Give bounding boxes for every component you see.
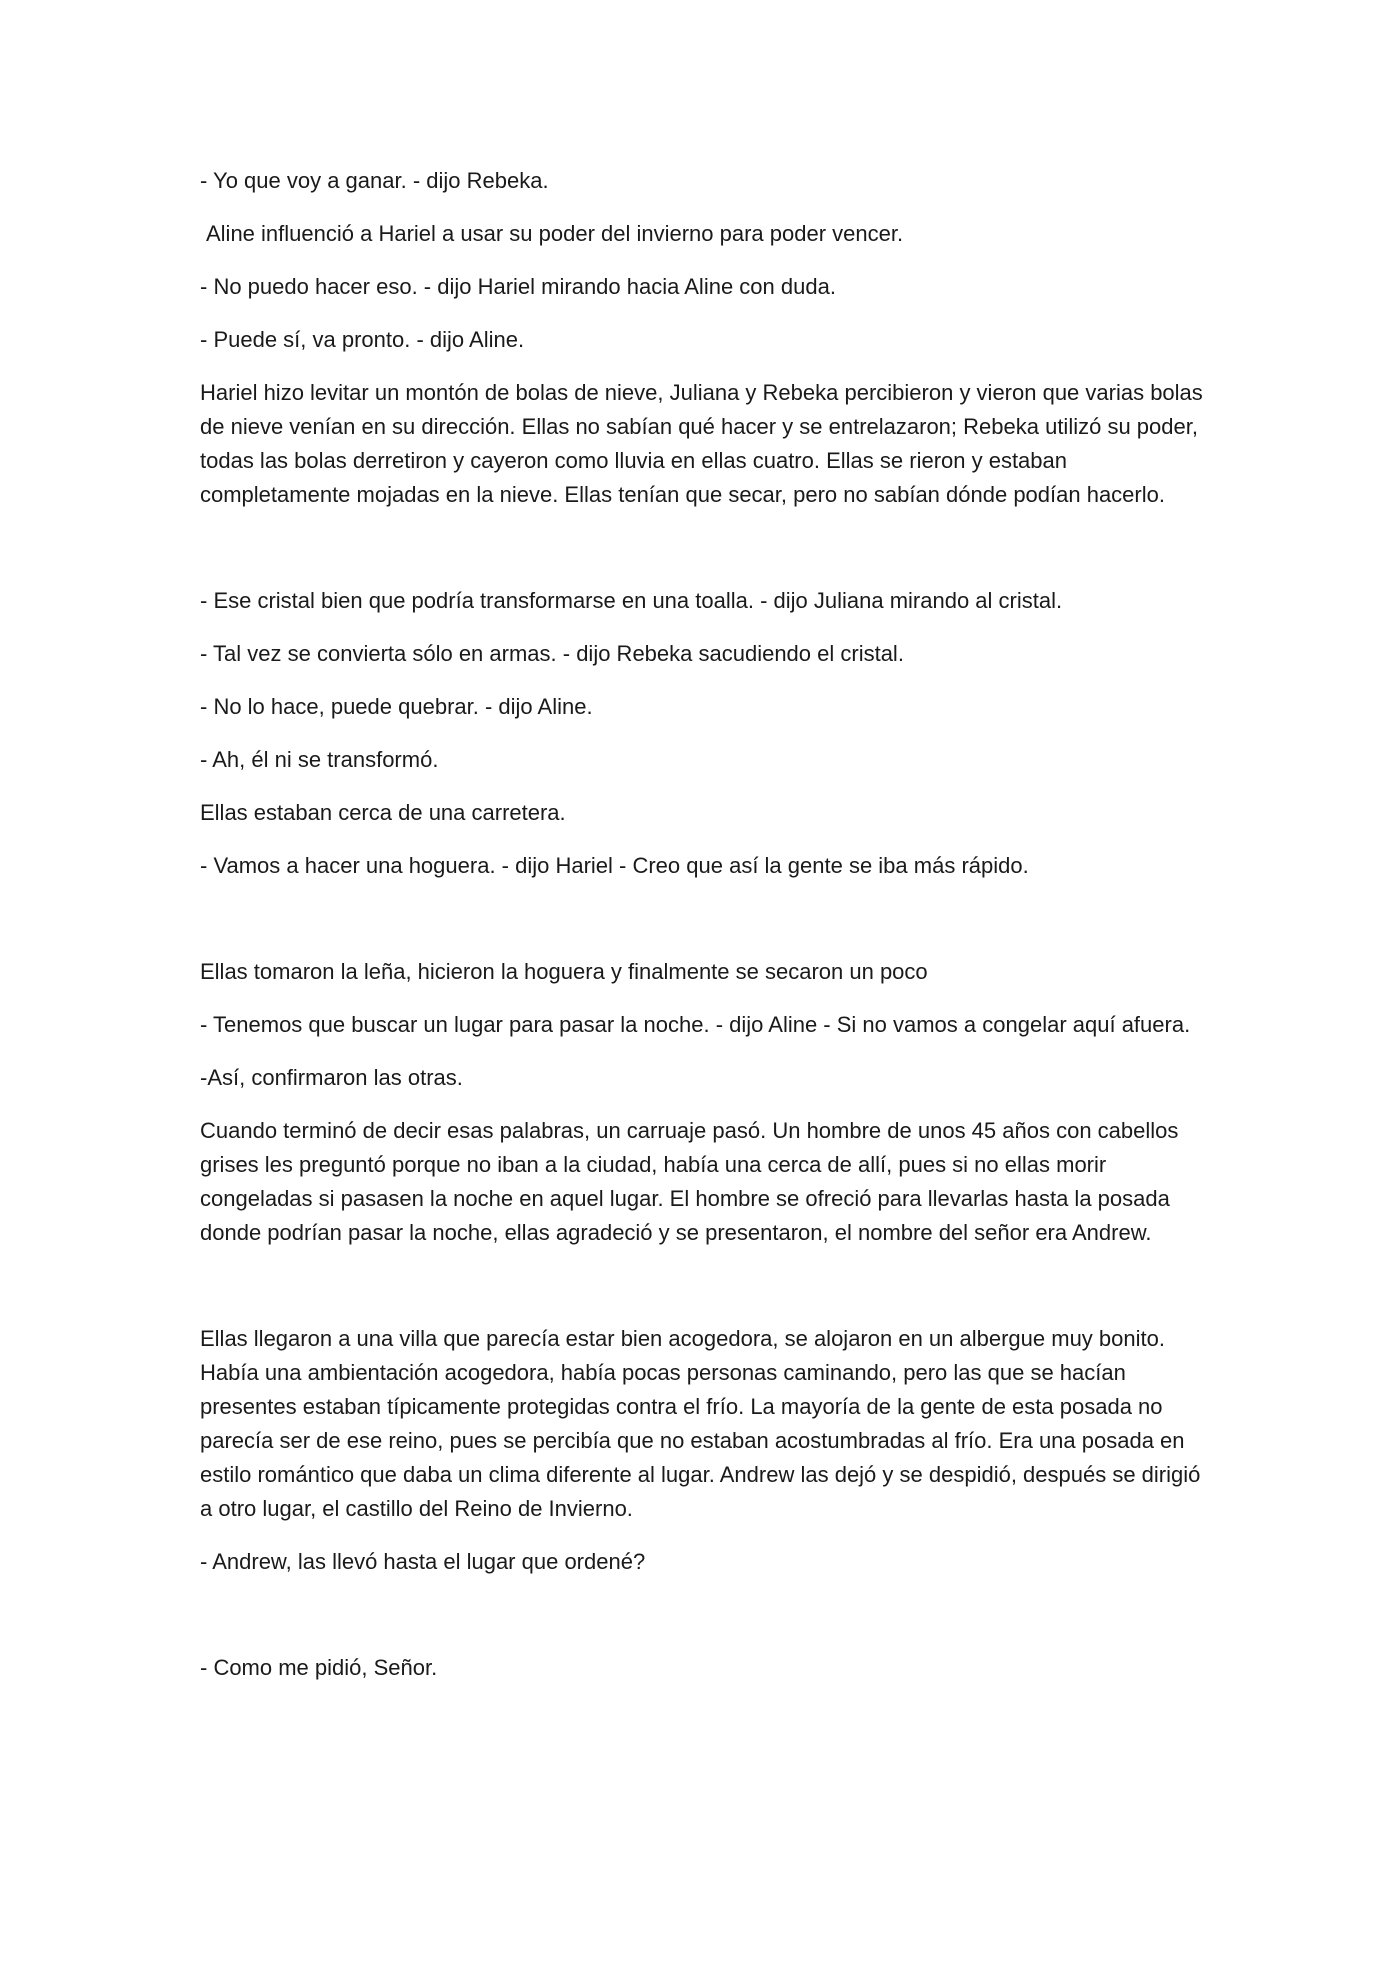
paragraph-4: - Puede sí, va pronto. - dijo Aline. [200, 327, 525, 352]
paragraph-gap [200, 531, 1210, 584]
paragraph-14: -Así, confirmaron las otras. [200, 1065, 463, 1090]
paragraph-3: - No puedo hacer eso. - dijo Hariel mirando hacia Aline con duda. [200, 274, 836, 299]
paragraph-15: Cuando terminó de decir esas palabras, un carruaje pasó. Un hombre de unos 45 años con cabellos grises les preguntó porque no iban a la ciudad, había una cerca de allí, pues si no ellas morir congeladas si pasasen la noche en aquel lugar. El hombre se ofreció para llevarlas hasta la posada donde podrían pasar la noche, ellas agradeció y se presentaron, el nombre del señor era Andrew. [200, 1118, 1179, 1245]
paragraph-10: Ellas estaban cerca de una carretera. [200, 800, 566, 825]
paragraph-9: - Ah, él ni se transformó. [200, 747, 439, 772]
paragraph-18: - Como me pidió, Señor. [200, 1655, 438, 1680]
document-page [200, 164, 1210, 1704]
paragraph-gap [200, 1269, 1210, 1322]
paragraph-gap [200, 902, 1210, 955]
paragraph-16: Ellas llegaron a una villa que parecía estar bien acogedora, se alojaron en un albergue muy bonito. Había una ambientación acogedora, había pocas personas caminando, pero las que se hacían presentes estaban típicamente protegidas contra el frío. La mayoría de la gente de esta posada no parecía ser de ese reino, pues se percibía que no estaban acostumbradas al frío. Era una posada en estilo romántico que daba un clima diferente al lugar. Andrew las dejó y se despidió, después se dirigió a otro lugar, el castillo del Reino de Invierno. [200, 1326, 1201, 1521]
paragraph-13: - Tenemos que buscar un lugar para pasar la noche. - dijo Aline - Si no vamos a congelar aquí afuera. [200, 1012, 1191, 1037]
paragraph-1: - Yo que voy a ganar. - dijo Rebeka. [200, 168, 549, 193]
paragraph-11: - Vamos a hacer una hoguera. - dijo Hariel - Creo que así la gente se iba más rápido. [200, 853, 1029, 878]
paragraph-gap [200, 1598, 1210, 1651]
paragraph-6: - Ese cristal bien que podría transformarse en una toalla. - dijo Juliana mirando al cristal. [200, 588, 1063, 613]
paragraph-2: Aline influenció a Hariel a usar su poder del invierno para poder vencer. [206, 221, 904, 246]
paragraph-17: - Andrew, las llevó hasta el lugar que ordené? [200, 1549, 646, 1574]
paragraph-8: - No lo hace, puede quebrar. - dijo Aline. [200, 694, 593, 719]
paragraph-7: - Tal vez se convierta sólo en armas. - dijo Rebeka sacudiendo el cristal. [200, 641, 904, 666]
paragraph-12: Ellas tomaron la leña, hicieron la hoguera y finalmente se secaron un poco [200, 959, 928, 984]
paragraph-5: Hariel hizo levitar un montón de bolas de nieve, Juliana y Rebeka percibieron y vieron que varias bolas de nieve venían en su dirección. Ellas no sabían qué hacer y se entrelazaron; Rebeka utilizó su poder, todas las bolas derretiron y cayeron como lluvia en ellas cuatro. Ellas se rieron y estaban completamente mojadas en la nieve. Ellas tenían que secar, pero no sabían dónde podían hacerlo. [200, 380, 1203, 507]
